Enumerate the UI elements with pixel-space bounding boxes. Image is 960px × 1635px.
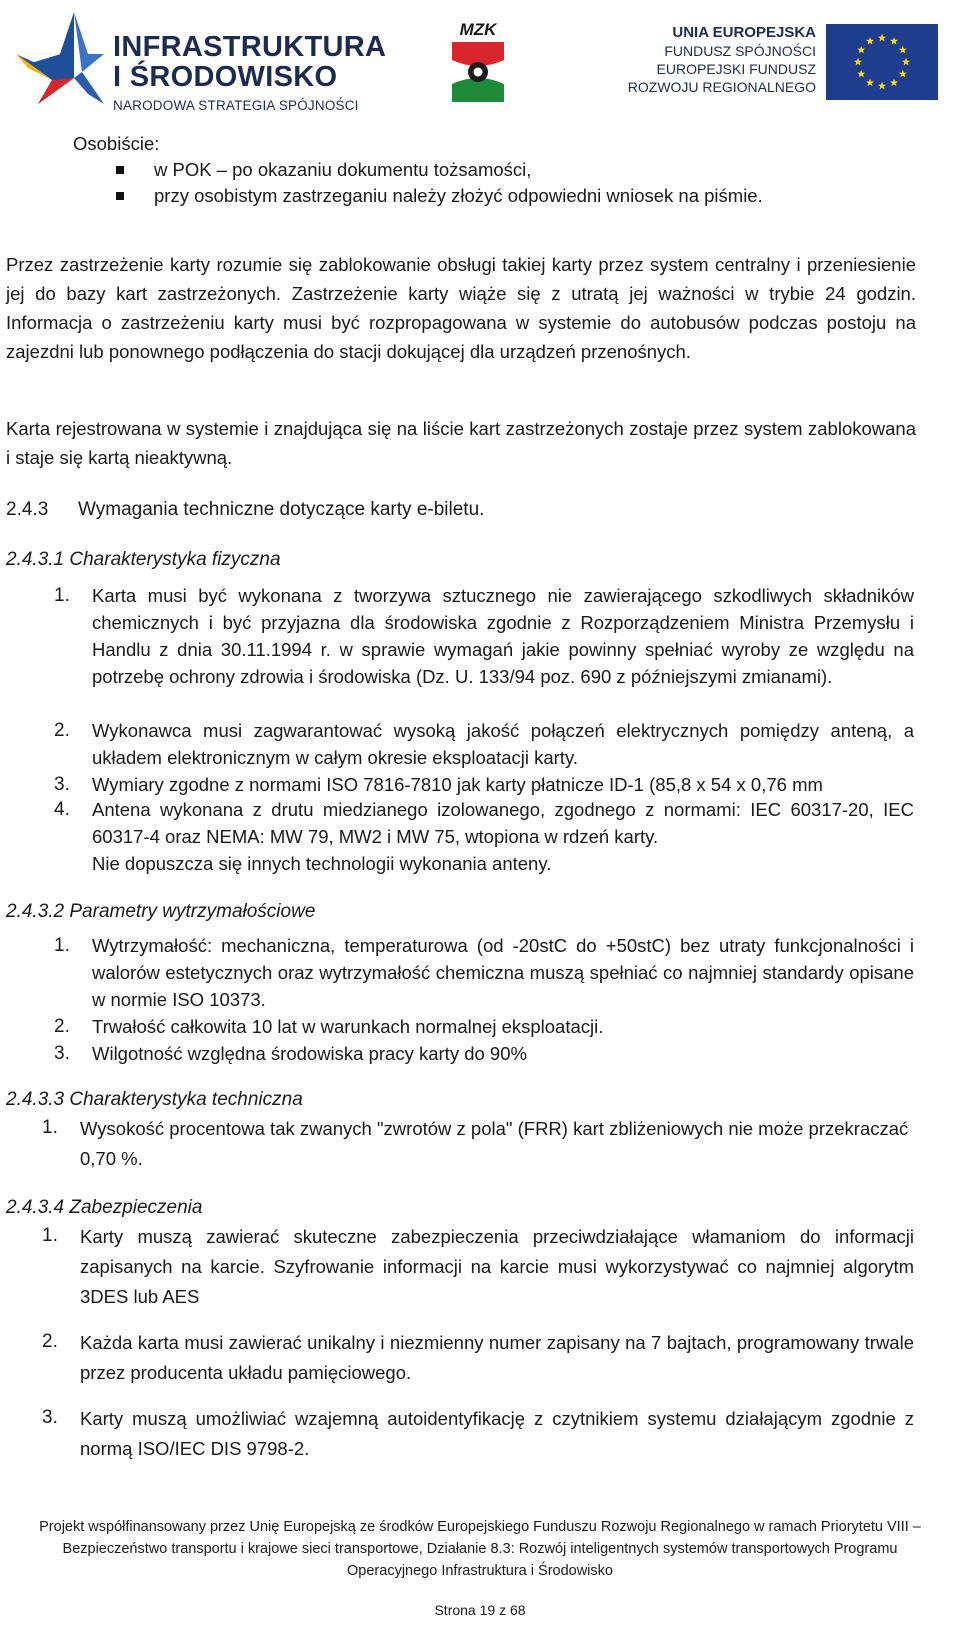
footer-line-1: Projekt współfinansowany przez Unię Europejską ze środków Europejskiego Funduszu Rozwoju Regionalnego w ramach Priorytetu VIII – (39, 1519, 921, 1535)
list-number: 3. (54, 1043, 70, 1064)
intro-heading: Osobiście: (73, 133, 160, 154)
list-number: 1. (54, 585, 70, 606)
eu-flag-icon (826, 24, 938, 100)
section-title: Wymagania techniczne dotyczące karty e-biletu. (78, 499, 485, 520)
eu-line-2: EUROPEJSKI FUNDUSZ (656, 61, 816, 77)
logo-is-line1: INFRASTRUKTURA (113, 31, 387, 63)
eu-star-icon (854, 58, 862, 66)
eu-star-icon (890, 37, 898, 45)
list-item-text: Karta musi być wykonana z tworzywa sztucznego nie zawierającego szkodliwych składników chemicznych i być przyjazna dla środowiska zgodnie z Rozporządzeniem Ministra Przemysłu i Handlu z dnia 30.11.1994 r. w sprawie wymagań jakie powinny spełniać wyroby ze względu na potrzebę ochrony zdrowia i środowiska (Dz. U. 133/94 poz. 690 z późniejszymi zmianami). (92, 585, 914, 687)
logo-is-subtitle: NARODOWA STRATEGIA SPÓJNOŚCI (113, 98, 359, 113)
mzk-logo-text: MZK (459, 20, 497, 39)
page-number: Strona 19 z 68 (434, 1602, 526, 1618)
list-number: 2. (42, 1331, 58, 1352)
eu-star-icon (899, 46, 907, 54)
list-number: 1. (54, 935, 70, 956)
eu-logo (620, 22, 940, 102)
mzk-emblem-icon (452, 42, 504, 102)
square-bullet-icon (116, 192, 124, 200)
page-header (0, 0, 960, 120)
subsection-heading: 2.4.3.2 Parametry wytrzymałościowe (6, 901, 316, 922)
list-item-text: Wykonawca musi zagwarantować wysoką jakość połączeń elektrycznych pomiędzy anteną, a układem elektronicznym w całym okresie eksploatacji karty. (92, 720, 914, 768)
list-item-text: Wymiary zgodne z normami ISO 7816-7810 jak karty płatnicze ID-1 (85,8 x 54 x 0,76 mm (92, 774, 823, 795)
footer-line-2: Bezpieczeństwo transportu i krajowe sieci transportowe, Działanie 8.3: Rozwój inteligentnych systemów transportowych Programu (62, 1541, 898, 1557)
list-number: 4. (54, 799, 70, 820)
paragraph: Karta rejestrowana w systemie i znajdująca się na liście kart zastrzeżonych zostaje przez system zablokowana i staje się kartą nieaktywną. (6, 418, 916, 468)
list-item-text: Wysokość procentowa tak zwanych "zwrotów z pola" (FRR) kart zbliżeniowych nie może przekraczać 0,70 %. (80, 1118, 909, 1169)
eu-title: UNIA EUROPEJSKA (672, 24, 816, 41)
list-number: 1. (42, 1117, 58, 1138)
eu-star-icon (902, 58, 910, 66)
list-number: 2. (54, 1016, 70, 1037)
eu-star-icon (878, 82, 886, 90)
list-item-text: Wilgotność względna środowiska pracy karty do 90% (92, 1043, 527, 1064)
eu-line-3: ROZWOJU REGIONALNEGO (627, 79, 816, 95)
list-number: 3. (54, 774, 70, 795)
paragraph: Przez zastrzeżenie karty rozumie się zablokowanie obsługi takiej karty przez system centralny i przeniesienie jej do bazy kart zastrzeżonych. Zastrzeżenie karty wiąże się z utratą jej ważności w trybie 24 godzin. Informacja o zastrzeżeniu karty musi być rozpropagowana w systemie do autobusów podczas postoju na zajezdni lub ponownego podłączenia do stacji dokującej dla urządzeń przenośnych. (6, 254, 916, 362)
infrastruktura-srodowisko-logo (8, 6, 387, 114)
list-number: 1. (42, 1225, 58, 1246)
star-emblem-icon (8, 8, 108, 108)
list-item-text: Karty muszą umożliwiać wzajemną autoidentyfikację z czytnikiem systemu działającym zgodnie z normą ISO/IEC DIS 9798-2. (80, 1408, 914, 1459)
eu-star-icon (857, 70, 865, 78)
page-footer (0, 1516, 960, 1582)
subsection-heading: 2.4.3.1 Charakterystyka fizyczna (6, 549, 281, 570)
bullet-text: przy osobistym zastrzeganiu należy złożyć odpowiedni wniosek na piśmie. (154, 185, 763, 206)
list-item-text: Wytrzymałość: mechaniczna, temperaturowa (od -20stC do +50stC) bez utraty funkcjonalności i walorów estetycznych oraz wytrzymałość chemiczna muszą spełniać co najmniej standardy opisane w normie ISO 10373. (92, 935, 914, 1010)
bullet-text: w POK – po okazaniu dokumentu tożsamości, (154, 159, 532, 180)
list-item-text: Karty muszą zawierać skuteczne zabezpieczenia przeciwdziałające włamaniom do informacji zapisanych na karcie. Szyfrowanie informacji na karcie musi wykorzystywać co najmniej algorytm 3DES lub AES (80, 1226, 914, 1307)
square-bullet-icon (116, 166, 124, 174)
list-number: 3. (42, 1407, 58, 1428)
eu-star-icon (866, 37, 874, 45)
eu-star-icon (878, 34, 886, 42)
section-number: 2.4.3 (6, 499, 49, 520)
eu-star-icon (890, 79, 898, 87)
list-item-text: Antena wykonana z drutu miedzianego izolowanego, zgodnego z normami: IEC 60317-20, IEC 60317-4 oraz NEMA: MW 79, MW2 i MW 75, wtopiona w rdzeń karty. (92, 799, 914, 847)
eu-line-1: FUNDUSZ SPÓJNOŚCI (664, 43, 816, 59)
list-number: 2. (54, 720, 70, 741)
subsection-heading: 2.4.3.4 Zabezpieczenia (6, 1197, 203, 1218)
subsection-heading: 2.4.3.3 Charakterystyka techniczna (6, 1089, 303, 1110)
mzk-logo (452, 20, 504, 102)
eu-star-icon (857, 46, 865, 54)
list-item-text: Każda karta musi zawierać unikalny i niezmienny numer zapisany na 7 bajtach, programowany trwale przez producenta układu pamięciowego. (80, 1332, 914, 1383)
eu-star-icon (866, 79, 874, 87)
logo-is-line2: I ŚRODOWISKO (113, 61, 338, 93)
footer-line-3: Operacyjnego Infrastruktura i Środowisko (347, 1563, 613, 1579)
list-item-text: Trwałość całkowita 10 lat w warunkach normalnej eksploatacji. (92, 1016, 604, 1037)
list-item-note: Nie dopuszcza się innych technologii wykonania anteny. (92, 853, 552, 874)
eu-star-icon (899, 70, 907, 78)
